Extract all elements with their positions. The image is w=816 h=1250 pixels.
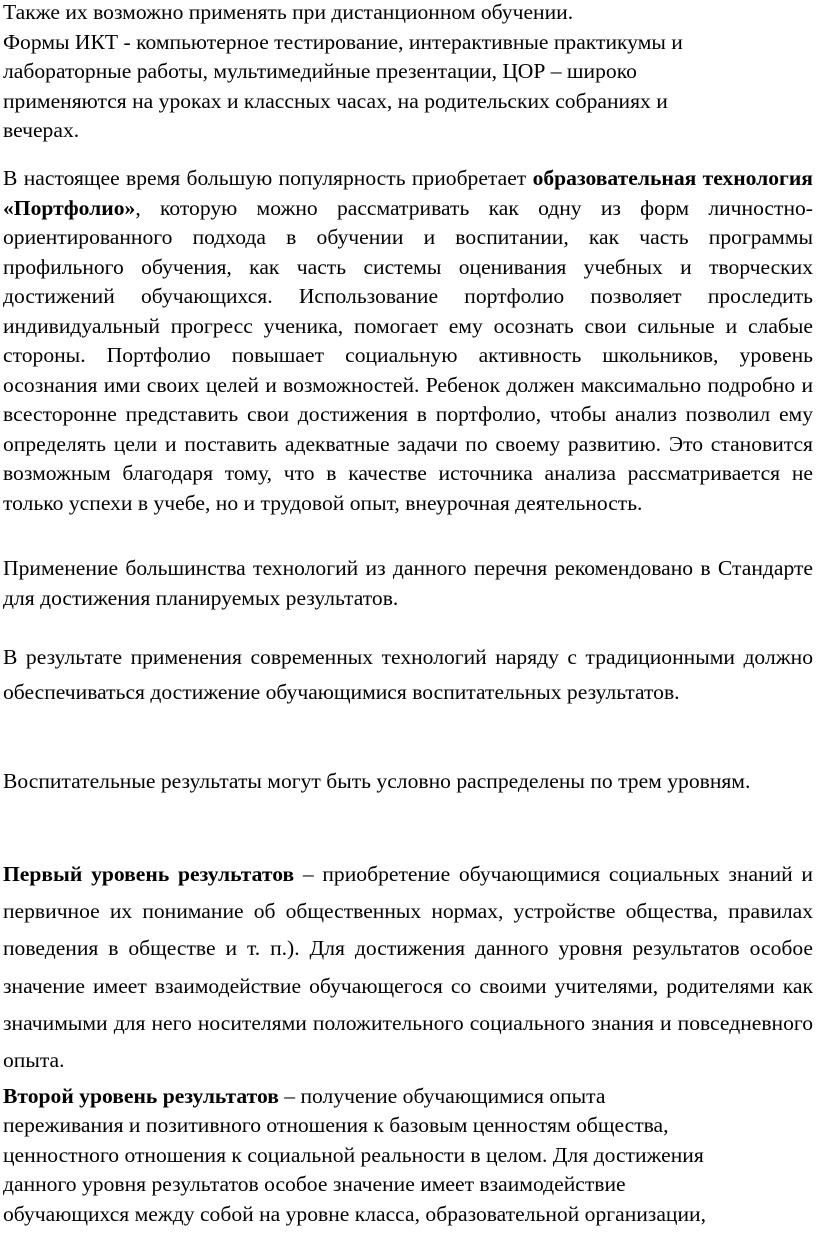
text-line: вечерах. <box>3 118 80 142</box>
paragraph-lead-text: В настоящее время большую популярность приобретает <box>3 166 533 190</box>
paragraph-ict-forms <box>3 0 813 146</box>
paragraph-body-text: Воспитательные результаты могут быть условно распределены по трем уровням. <box>3 769 751 793</box>
text-line-rest: – получение обучающимися опыта <box>278 1084 606 1108</box>
text-line: переживания и позитивного отношения к базовым ценностям общества, <box>3 1113 669 1138</box>
text-line: Также их возможно применять при дистанционном обучении. <box>3 0 574 24</box>
paragraph-result-levels <box>3 764 813 799</box>
paragraph-standard <box>3 554 813 613</box>
text-line: ценностного отношения к социальной реальности в целом. Для достижения <box>3 1142 704 1167</box>
paragraph-portfolio <box>3 164 813 518</box>
text-line <box>3 1082 813 1111</box>
second-level-heading: Второй уровень результатов <box>3 1084 279 1108</box>
paragraph-body-text: В результате применения современных технологий наряду с традиционными должно обеспечиваться достижение обучающимися воспитательных результатов. <box>3 645 813 705</box>
portfolio-technology-term: образовательная технология «Портфолио» <box>3 166 813 220</box>
text-line: лабораторные работы, мультимедийные презентации, ЦОР – широко <box>3 59 637 83</box>
text-line: Формы ИКТ - компьютерное тестирование, интерактивные практикумы и <box>3 29 683 54</box>
paragraph-body-text: Применение большинства технологий из данного перечня рекомендовано в Стандарте для достижения планируемых результатов. <box>3 556 813 610</box>
text-line: обучающихся между собой на уровне класса, образовательной организации, <box>3 1201 706 1226</box>
first-level-heading: Первый уровень результатов <box>3 862 295 886</box>
text-line: применяются на уроках и классных часах, на родительских собраниях и <box>3 88 668 113</box>
paragraph-first-level <box>3 856 813 1079</box>
paragraph-modern-technologies <box>3 640 813 710</box>
paragraph-body-text: – приобретение обучающимися социальных знаний и первичное их понимание об общественных нормах, устройстве общества, правилах поведения в обществе и т. п.). Для достижения данного уровня результатов особое значение имеет взаимодействие обучающегося со своими учителями, родителями как значимыми для него носителями положительного социального знания и повседневного опыта. <box>3 862 813 1073</box>
paragraph-body-text: , которую можно рассматривать как одну из форм личностно-ориентированного подхода в обучении и воспитании, как часть программы профильного обучения, как часть системы оценивания учебных и творческих достижений обучающихся. Использование портфолио позволяет проследить индивидуальный прогресс ученика, помогает ему осознать свои сильные и слабые стороны. Портфолио повышает социальную активность школьников, уровень осознания ими своих целей и возможностей. Ребенок должен максимально подробно и всесторонне представить свои достижения в портфолио, чтобы анализ позволил ему определять цели и поставить адекватные задачи по своему развитию. Это становится возможным благодаря тому, что в качестве источника анализа рассматривается не только успехи в учебе, но и трудовой опыт, внеурочная деятельность. <box>3 195 813 515</box>
text-line: данного уровня результатов особое значение имеет взаимодействие <box>3 1172 626 1197</box>
paragraph-second-level <box>3 1082 813 1229</box>
